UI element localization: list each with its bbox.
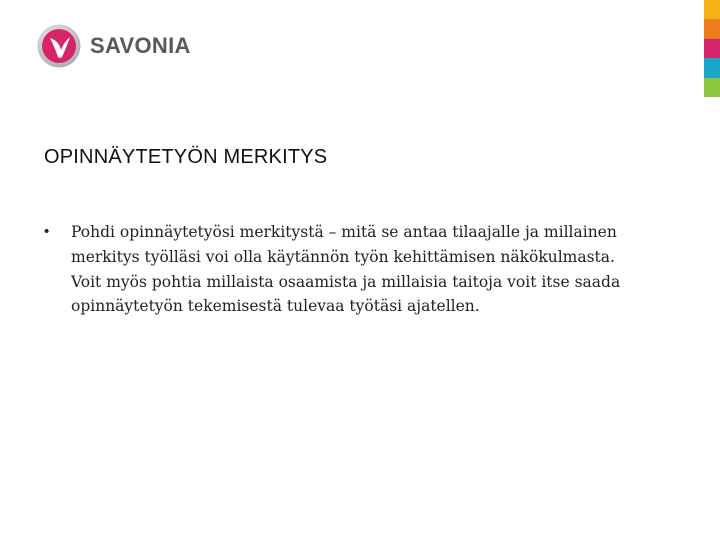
stripe-segment-orange [704, 19, 720, 38]
bullet-icon: • [44, 223, 50, 240]
slide-title: OPINNÄYTETYÖN MERKITYS [44, 146, 328, 168]
stripe-segment-green [704, 78, 720, 97]
bullet-text: Pohdi opinnäytetyösi merkitystä – mitä se antaa tilaajalle ja millainen merkitys työlläsi voi olla käytännön työn kehittämisen näkökulmasta. Voit myös pohtia millaista osaamista ja millaisia taitoja voit itse saada opinnäytetyön tekemisestä tulevaa työtäsi ajatellen. [71, 223, 621, 316]
bullet-item [44, 220, 644, 319]
stripe-segment-blue [704, 58, 720, 77]
savonia-logo-icon [37, 24, 81, 68]
color-stripe [704, 0, 720, 97]
logo-wordmark: SAVONIA [90, 33, 191, 58]
stripe-segment-yellow [704, 0, 720, 19]
stripe-segment-pink [704, 39, 720, 58]
bullet-list [44, 220, 644, 319]
savonia-logo [37, 24, 191, 68]
